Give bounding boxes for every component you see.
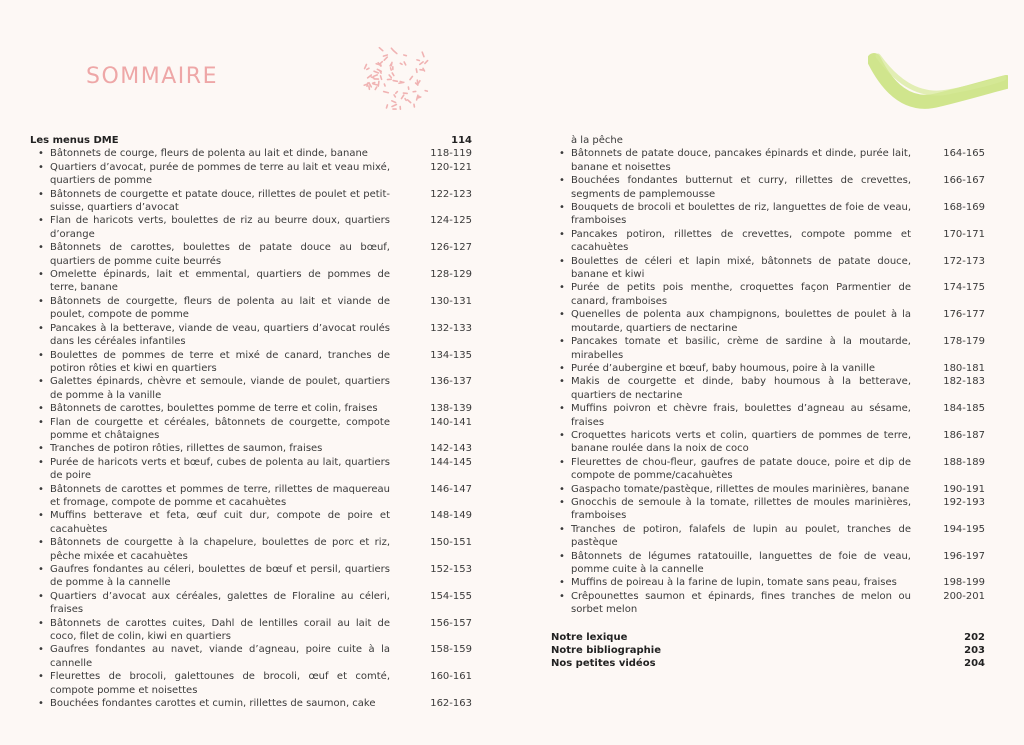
toc-entry bbox=[551, 201, 985, 228]
appendix-label: Nos petites vidéos bbox=[551, 658, 656, 670]
toc-entry-pages: 176-177 bbox=[943, 309, 985, 321]
speckle bbox=[384, 57, 387, 60]
bullet-icon: • bbox=[38, 322, 44, 334]
toc-entry bbox=[30, 563, 472, 590]
bullet-icon: • bbox=[38, 403, 44, 415]
bullet-icon: • bbox=[38, 698, 44, 710]
toc-entry-text: Omelette épinards, lait et emmental, quartiers de pommes de terre, banane bbox=[50, 269, 390, 294]
bullet-icon: • bbox=[38, 671, 44, 683]
toc-entry bbox=[30, 483, 472, 510]
speckle bbox=[381, 76, 382, 79]
toc-entry-text: Bâtonnets de carottes, boulettes de patate douce au bœuf, quartiers de pomme cuite beurrés bbox=[50, 242, 390, 267]
speckle bbox=[383, 55, 387, 56]
toc-entry-text: Croquettes haricots verts et colin, quartiers de pommes de terre, banane roulée dans la noix de coco bbox=[571, 429, 911, 455]
toc-entry bbox=[30, 456, 472, 483]
toc-entry bbox=[30, 188, 472, 215]
toc-entry-text: Gaufres fondantes au navet, viande d’agneau, poire cuite à la cannelle bbox=[50, 644, 390, 669]
toc-entry-text: Bâtonnets de patate douce, pancakes épinards et dinde, purée lait, banane et noisettes bbox=[571, 148, 911, 173]
toc-entry-pages: 160-161 bbox=[430, 671, 472, 683]
bullet-icon: • bbox=[38, 617, 44, 629]
speckle bbox=[365, 65, 367, 69]
bullet-icon: • bbox=[38, 564, 44, 575]
toc-entry bbox=[30, 147, 472, 160]
toc-entry-pages: 174-175 bbox=[943, 282, 985, 294]
speckle bbox=[394, 95, 395, 97]
bullet-icon: • bbox=[559, 282, 565, 294]
toc-entry-pages: 138-139 bbox=[430, 403, 472, 415]
toc-entry-pages: 198-199 bbox=[943, 577, 985, 589]
bullet-icon: • bbox=[38, 188, 44, 200]
toc-entry-pages: 158-159 bbox=[430, 644, 472, 656]
bullet-icon: • bbox=[38, 148, 44, 160]
toc-entry bbox=[30, 643, 472, 670]
speckle bbox=[384, 84, 385, 86]
toc-entry-text: Bâtonnets de carottes cuites, Dahl de lentilles corail au lait de coco, filet de colin, kiwi en quartiers bbox=[50, 617, 390, 643]
toc-entry bbox=[551, 576, 985, 589]
toc-entry-text: Pancakes potiron, rillettes de crevettes, compote pomme et cacahuètes bbox=[571, 228, 911, 254]
speckle bbox=[425, 91, 427, 92]
bullet-icon: • bbox=[38, 456, 44, 468]
toc-entry bbox=[30, 349, 472, 376]
appendix-entry bbox=[551, 631, 985, 644]
toc-entry bbox=[551, 550, 985, 577]
speckle bbox=[374, 71, 378, 73]
toc-entry-text: Quenelles de polenta aux champignons, boulettes de poulet à la moutarde, quartiers de nectarine bbox=[571, 309, 911, 334]
speckle bbox=[404, 62, 406, 65]
bullet-icon: • bbox=[559, 496, 565, 508]
bullet-icon: • bbox=[559, 523, 565, 535]
speckle bbox=[400, 81, 402, 82]
speckle bbox=[394, 51, 397, 54]
bullet-icon: • bbox=[559, 590, 565, 602]
toc-entry-pages: 154-155 bbox=[430, 590, 472, 602]
speckle bbox=[425, 61, 428, 64]
menu-list-right bbox=[551, 147, 985, 616]
speckle bbox=[404, 55, 407, 56]
toc-entry bbox=[30, 442, 472, 455]
appendix-list bbox=[551, 631, 985, 671]
speckle bbox=[405, 99, 406, 101]
toc-entry-text: Crêpounettes saumon et épinards, fines tranches de melon ou sorbet melon bbox=[571, 590, 911, 616]
toc-entry-pages: 168-169 bbox=[943, 202, 985, 214]
toc-entry-pages: 132-133 bbox=[430, 322, 472, 334]
speckle bbox=[369, 86, 370, 89]
appendix-label: Notre bibliographie bbox=[551, 645, 662, 657]
toc-entry bbox=[551, 281, 985, 308]
speckle bbox=[375, 87, 376, 89]
speckle bbox=[367, 68, 369, 69]
toc-entry-text: Tranches de potiron rôties, rillettes de saumon, fraises bbox=[50, 443, 323, 455]
bullet-icon: • bbox=[559, 228, 565, 240]
speckle bbox=[417, 80, 418, 85]
toc-entry-text: Purée de petits pois menthe, croquettes façon Parmentier de canard, framboises bbox=[571, 282, 911, 307]
appendix-page: 204 bbox=[964, 658, 985, 670]
toc-entry bbox=[30, 161, 472, 188]
toc-entry-text: Makis de courgette et dinde, baby houmous à la betterave, quartiers de nectarine bbox=[571, 376, 911, 401]
bullet-icon: • bbox=[559, 456, 565, 468]
speckle bbox=[391, 68, 392, 70]
toc-entry-text: Flan de courgette et céréales, bâtonnets de courgette, compote pomme et châtaignes bbox=[50, 416, 390, 441]
toc-entry-pages: 148-149 bbox=[430, 510, 472, 522]
speckle bbox=[391, 48, 393, 50]
toc-entry-pages: 118-119 bbox=[430, 148, 472, 160]
bullet-icon: • bbox=[38, 215, 44, 227]
toc-entry-text: Tranches de potiron, falafels de lupin au poulet, tranches de pastèque bbox=[571, 523, 911, 549]
toc-entry bbox=[30, 402, 472, 415]
toc-entry bbox=[30, 375, 472, 402]
appendix-page: 202 bbox=[964, 631, 985, 643]
toc-entry-text: Fleurettes de brocoli, galettounes de brocoli, œuf et comté, compote pomme et noisettes bbox=[50, 671, 390, 696]
speckle bbox=[393, 81, 397, 82]
toc-entry-text: Gnocchis de semoule à la tomate, rillettes de moules marinières, framboises bbox=[571, 496, 911, 522]
toc-entry-text: Fleurettes de chou-fleur, gaufres de patate douce, poire et dip de compote de pomme/cacahuètes bbox=[571, 456, 911, 482]
bullet-icon: • bbox=[559, 309, 565, 321]
bullet-icon: • bbox=[559, 403, 565, 415]
speckle bbox=[389, 75, 391, 78]
toc-entry bbox=[30, 268, 472, 295]
section-heading bbox=[30, 134, 472, 147]
bullet-icon: • bbox=[559, 148, 565, 160]
bullet-icon: • bbox=[38, 537, 44, 549]
toc-entry-pages: 120-121 bbox=[430, 161, 472, 173]
menu-list-left bbox=[30, 147, 472, 710]
appendix-page: 203 bbox=[964, 645, 985, 657]
toc-entry-text: Bâtonnets de courge, fleurs de polenta au lait et dinde, banane bbox=[50, 148, 368, 160]
speckle bbox=[392, 73, 394, 76]
appendix-entry bbox=[551, 657, 985, 670]
toc-entry-pages: 178-179 bbox=[943, 336, 985, 348]
toc-entry-text: Bâtonnets de courgette à la chapelure, boulettes de porc et riz, pêche mixée et cacahuètes bbox=[50, 537, 390, 562]
toc-entry bbox=[551, 429, 985, 456]
right-column bbox=[551, 134, 985, 671]
toc-entry-pages: 184-185 bbox=[943, 403, 985, 415]
bullet-icon: • bbox=[559, 336, 565, 348]
toc-entry-pages: 162-163 bbox=[430, 698, 472, 710]
toc-entry-text: Pancakes à la betterave, viande de veau, quartiers d’avocat roulés dans les céréales infantiles bbox=[50, 322, 390, 348]
toc-entry-pages: 146-147 bbox=[430, 483, 472, 495]
toc-entry-pages: 156-157 bbox=[430, 617, 472, 629]
speckle bbox=[392, 104, 396, 106]
continuation-text: à la pêche bbox=[571, 135, 623, 146]
toc-entry bbox=[30, 536, 472, 563]
toc-entry-pages: 164-165 bbox=[943, 148, 985, 160]
bullet-icon: • bbox=[38, 590, 44, 602]
toc-entry-pages: 150-151 bbox=[430, 537, 472, 549]
toc-entry bbox=[30, 509, 472, 536]
toc-entry-pages: 136-137 bbox=[430, 376, 472, 388]
appendix-entry bbox=[551, 644, 985, 657]
toc-entry-text: Quartiers d’avocat, purée de pommes de terre au lait et veau mixé, quartiers de pomme bbox=[50, 161, 390, 187]
bullet-icon: • bbox=[38, 161, 44, 173]
bullet-icon: • bbox=[559, 577, 565, 589]
toc-entry-text: Bouchées fondantes carottes et cumin, rillettes de saumon, cake bbox=[50, 698, 376, 710]
toc-entry bbox=[30, 416, 472, 443]
speckle bbox=[410, 76, 412, 79]
bullet-icon: • bbox=[38, 510, 44, 522]
toc-entry bbox=[551, 590, 985, 617]
toc-entry-text: Muffins betterave et feta, œuf cuit dur, compote de poire et cacahuètes bbox=[50, 510, 390, 535]
toc-entry-pages: 128-129 bbox=[430, 269, 472, 281]
toc-entry-pages: 134-135 bbox=[430, 349, 472, 361]
speckle bbox=[379, 48, 382, 51]
speckle bbox=[392, 101, 396, 103]
speckle bbox=[401, 95, 403, 99]
toc-entry bbox=[30, 697, 472, 710]
bullet-icon: • bbox=[38, 349, 44, 361]
bullet-icon: • bbox=[38, 376, 44, 388]
toc-entry bbox=[551, 402, 985, 429]
toc-entry bbox=[30, 295, 472, 322]
toc-entry bbox=[551, 483, 985, 496]
bullet-icon: • bbox=[559, 376, 565, 388]
toc-entry bbox=[30, 241, 472, 268]
speckle bbox=[386, 105, 387, 108]
toc-entry bbox=[551, 456, 985, 483]
toc-entry-pages: 188-189 bbox=[943, 456, 985, 468]
toc-entry-text: Flan de haricots verts, boulettes de riz au beurre doux, quartiers d’orange bbox=[50, 215, 390, 240]
toc-entry bbox=[30, 322, 472, 349]
toc-entry-text: Bâtonnets de courgette et patate douce, rillettes de poulet et petit-suisse, quartiers d’avocat bbox=[50, 188, 390, 214]
toc-entry bbox=[551, 228, 985, 255]
toc-entry-pages: 166-167 bbox=[943, 175, 985, 187]
toc-entry bbox=[551, 147, 985, 174]
bullet-icon: • bbox=[38, 269, 44, 281]
toc-entry-pages: 122-123 bbox=[430, 188, 472, 200]
toc-entry-text: Purée de haricots verts et bœuf, cubes de polenta au lait, quartiers de poire bbox=[50, 456, 390, 482]
toc-entry-text: Bâtonnets de carottes, boulettes pomme de terre et colin, fraises bbox=[50, 403, 378, 415]
speckle bbox=[420, 62, 423, 65]
speckle bbox=[396, 92, 398, 94]
toc-entry-text: Pancakes tomate et basilic, crème de sardine à la moutarde, mirabelles bbox=[571, 336, 911, 361]
toc-entry-pages: 186-187 bbox=[943, 429, 985, 441]
speckle bbox=[380, 71, 381, 73]
speckle bbox=[364, 84, 367, 85]
brush-stroke-decoration bbox=[868, 48, 1008, 118]
toc-entry bbox=[30, 670, 472, 697]
page-title: SOMMAIRE bbox=[86, 64, 218, 89]
speckle bbox=[390, 64, 391, 66]
toc-entry-text: Boulettes de céleri et lapin mixé, bâtonnets de patate douce, banane et kiwi bbox=[571, 255, 911, 281]
toc-entry-text: Gaufres fondantes au céleri, boulettes de bœuf et persil, quartiers de pomme à la cannelle bbox=[50, 564, 390, 589]
toc-entry-text: Bouquets de brocoli et boulettes de riz, languettes de foie de veau, framboises bbox=[571, 202, 911, 227]
bullet-icon: • bbox=[559, 202, 565, 214]
toc-entry-text: Bouchées fondantes butternut et curry, rillettes de crevettes, segments de pamplemousse bbox=[571, 175, 911, 200]
toc-entry bbox=[551, 362, 985, 375]
bullet-icon: • bbox=[38, 242, 44, 254]
bullet-icon: • bbox=[38, 644, 44, 656]
toc-entry-text: Purée d’aubergine et bœuf, baby houmous, poire à la vanille bbox=[571, 362, 876, 374]
bullet-icon: • bbox=[38, 295, 44, 307]
speckle bbox=[373, 83, 375, 84]
toc-entry-text: Bâtonnets de légumes ratatouille, languettes de foie de veau, pomme cuite à la cannelle bbox=[571, 550, 911, 575]
bullet-icon: • bbox=[559, 429, 565, 441]
toc-entry bbox=[30, 617, 472, 644]
speckle bbox=[408, 100, 411, 103]
toc-entry-text: Gaspacho tomate/pastèque, rillettes de moules marinières, banane bbox=[571, 483, 910, 495]
toc-entry-pages: 126-127 bbox=[430, 242, 472, 254]
bullet-icon: • bbox=[559, 255, 565, 267]
toc-entry-pages: 172-173 bbox=[943, 255, 985, 267]
toc-entry-pages: 196-197 bbox=[943, 550, 985, 562]
toc-entry-pages: 200-201 bbox=[943, 590, 985, 602]
speckle bbox=[373, 75, 377, 77]
bullet-icon: • bbox=[559, 483, 565, 495]
bullet-icon: • bbox=[38, 483, 44, 495]
bullet-icon: • bbox=[559, 362, 565, 374]
toc-entry-text: Muffins de poireau à la farine de lupin, tomate sans peau, fraises bbox=[571, 577, 897, 589]
toc-entry-pages: 182-183 bbox=[943, 376, 985, 388]
toc-entry-pages: 152-153 bbox=[430, 564, 472, 575]
toc-entry-pages: 180-181 bbox=[943, 362, 985, 374]
toc-entry bbox=[551, 375, 985, 402]
speckle bbox=[416, 69, 417, 72]
bullet-icon: • bbox=[559, 550, 565, 562]
speckle bbox=[378, 81, 379, 86]
speckle bbox=[422, 52, 424, 57]
toc-entry bbox=[30, 590, 472, 617]
toc-entry-pages: 192-193 bbox=[943, 496, 985, 508]
dot-pattern-decoration bbox=[356, 40, 440, 112]
toc-entry bbox=[551, 496, 985, 523]
toc-entry-pages: 124-125 bbox=[430, 215, 472, 227]
toc-entry-pages: 140-141 bbox=[430, 416, 472, 428]
toc-entry-text: Galettes épinards, chèvre et semoule, viande de poulet, quartiers de pomme à la vanille bbox=[50, 376, 390, 401]
speckle bbox=[417, 60, 419, 61]
toc-entry-text: Boulettes de pommes de terre et mixé de canard, tranches de potiron rôties et kiwi en quartiers bbox=[50, 349, 390, 374]
toc-entry-text: Muffins poivron et chèvre frais, boulettes d’agneau au sésame, fraises bbox=[571, 403, 911, 428]
toc-entry-pages: 130-131 bbox=[430, 295, 472, 307]
toc-entry bbox=[551, 308, 985, 335]
toc-entry-pages: 190-191 bbox=[943, 483, 985, 495]
toc-entry-text: Bâtonnets de carottes et pommes de terre, rillettes de maquereau et fromage, compote de pomme et cacahuètes bbox=[50, 483, 390, 508]
section-page: 114 bbox=[451, 135, 472, 146]
toc-entry-text: Quartiers d’avocat aux céréales, galettes de Floraline au céleri, fraises bbox=[50, 590, 390, 616]
speckle bbox=[417, 95, 418, 100]
toc-entry-pages: 170-171 bbox=[943, 228, 985, 240]
toc-entry bbox=[30, 214, 472, 241]
bullet-icon: • bbox=[38, 443, 44, 455]
speckle bbox=[400, 63, 402, 64]
toc-entry bbox=[551, 335, 985, 362]
toc-entry bbox=[551, 523, 985, 550]
appendix-label: Notre lexique bbox=[551, 631, 628, 643]
toc-entry-pages: 142-143 bbox=[430, 443, 472, 455]
section-title: Les menus DME bbox=[30, 135, 119, 146]
toc-entry-pages: 144-145 bbox=[430, 456, 472, 468]
bullet-icon: • bbox=[38, 416, 44, 428]
speckle bbox=[384, 92, 389, 93]
toc-entry bbox=[551, 255, 985, 282]
toc-entry bbox=[551, 174, 985, 201]
left-column bbox=[30, 134, 472, 710]
bullet-icon: • bbox=[559, 175, 565, 187]
toc-entry-text: Bâtonnets de courgette, fleurs de polenta au lait et viande de poulet, compote de pomme bbox=[50, 295, 390, 321]
speckle bbox=[373, 84, 377, 85]
toc-entry-pages: 194-195 bbox=[943, 523, 985, 535]
